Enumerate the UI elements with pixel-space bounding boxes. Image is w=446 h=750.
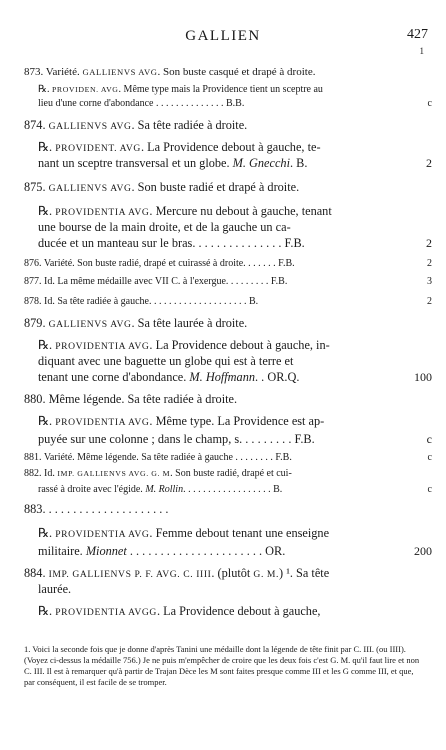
text-segment: ℞. [38,204,56,218]
text-segment: 879. [24,316,49,330]
entry-line [38,354,293,369]
text-segment: 873. Variété. [24,66,83,78]
text-segment: ℞. [38,604,56,618]
rarity-value: c [426,432,432,446]
text-segment: ℞. [38,526,56,540]
legend-text: GALLIENVS AVG [48,319,132,330]
rarity-value: 3 [427,276,432,287]
text-segment: militaire. [38,544,86,558]
text-segment: ) ¹. Sa tête [279,566,330,580]
entry-line [24,66,315,78]
text-segment: tenant une corne d'abondance. [38,370,190,384]
entry-line [38,432,315,447]
legend-text: PROVIDEN. AVG [51,85,119,94]
text-segment: ducée et un manteau sur le bras. . . . . . . . . . . . . . . F.B. [38,236,305,250]
text-segment: diquant avec une baguette un globe qui est à terre et [38,354,294,368]
entry-line [38,370,299,385]
legend-text: PROVIDENTIA AVGG [55,607,157,618]
text-segment: . Sa tête radiée à droite. [131,118,248,132]
text-segment: . Mercure nu debout à gauche, tenant [149,204,332,218]
entry-line [38,544,285,559]
text-segment: . Son buste radié et drapé à droite. [131,180,300,194]
legend-text: G. M. [253,569,280,580]
text-segment: une bourse de la main droite, et de la gauche un ca- [38,220,291,234]
text-segment: . Sa tête laurée à droite. [131,316,248,330]
entry-line [38,582,71,597]
legend-text: PROVIDENTIA AVG [55,207,150,218]
text-segment: . Son buste casqué et drapé à droite. [157,66,316,78]
text-segment: rassé à droite avec l'égide. [38,484,146,495]
collection-name: Mionnet [85,544,127,558]
entry-line [24,316,247,331]
text-segment: . . . . . . . . . . . . . . . . . . B. [183,484,283,495]
text-segment: 874. [24,118,49,132]
text-segment: puyée sur une colonne ; dans le champ, s. . . . . . . . . F.B. [38,432,315,446]
running-title: GALLIEN [185,28,261,44]
legend-text: GALLIENVS AVG [48,183,132,194]
rarity-value: c [427,452,432,463]
rarity-value: 2 [427,258,432,269]
text-segment: 875. [24,180,49,194]
entry-line [38,484,282,495]
entry-line [24,180,299,195]
rarity-value: c [427,484,432,495]
collection-name: M. Rollin [145,484,184,495]
entry-line [38,220,291,235]
entry-line [24,392,237,407]
text-segment: . Même type. La Providence est ap- [149,414,325,428]
text-segment: . La Providence debout à gauche, [156,604,321,618]
entry-line [38,98,244,109]
text-segment: 881. Variété. Même légende. Sa tête radiée à gauche . . . . . . . . F.B. [24,452,292,463]
entry-line [24,502,169,517]
legend-text: PROVIDENTIA AVG [55,341,150,352]
signature-mark: 1 [419,46,424,56]
text-segment: lieu d'une corne d'abondance . . . . . . . . . . . . . . B.B. [38,98,245,109]
text-segment: 876. Variété. Son buste radié, drapé et cuirassé à droite. . . . . . . F.B. [24,258,295,269]
text-segment: 880. Même légende. Sa tête radiée à droite. [24,392,238,406]
legend-text: IMP. GALLIENVS P. F. AVG. C. IIII [48,569,212,580]
entry-line [38,84,323,95]
entry-line [38,414,324,429]
entry-line [38,338,330,353]
entry-line [38,604,321,619]
footnote: 1. Voici la seconde fois que je donne d'après Tanini une médaille dont la légende de tête finit par C. III. (ou IIII). (Voyez ci-dessus la médaille 756.) Je ne puis m'empêcher de croire que les deux fois c'est G. M. qu'il faut lire et non C. III. Il est à remarquer qu'à partir de Trajan Dèce les M sont faites presque comme III et les G comme III, et que, par conséquent, il est facile de se tromper. [24,644,420,687]
page-number: 427 [407,27,428,42]
text-segment: 878. Id. Sa tête radiée à gauche. . . . . . . . . . . . . . . . . . . . B. [24,296,259,307]
entry-line [24,566,329,581]
rarity-value: 2 [426,156,432,170]
collection-name: M. Hoffmann [189,370,256,384]
text-segment: 883. . . . . . . . . . . . . . . . . . . . . [24,502,169,516]
legend-text: PROVIDENT. AVG [55,143,141,154]
rarity-value: 200 [414,544,432,558]
text-segment: ℞. [38,414,56,428]
text-segment: . (plutôt [211,566,254,580]
collection-name: M. Gnecchi [232,156,291,170]
legend-text: GALLIENVS AVG [82,67,158,77]
text-segment: . . . . . . . . . . . . . . . . . . . . . . OR. [126,544,286,558]
text-segment: 882. Id. [24,468,58,479]
entry-line [38,236,305,251]
rarity-value: c [427,98,432,109]
entry-line [24,468,292,479]
legend-text: IMP. GALLIENVS AVG. G. M [57,469,171,478]
text-segment: . Femme debout tenant une enseigne [149,526,330,540]
entry-line [38,526,329,541]
legend-text: GALLIENVS AVG [48,121,132,132]
rarity-value: 2 [427,296,432,307]
text-segment: 884. [24,566,49,580]
entry-line [38,204,332,219]
entry-line [24,296,258,307]
entry-line [38,140,321,155]
entry-line [24,258,295,269]
text-segment: . . OR.Q. [255,370,300,384]
entry-line [24,452,292,463]
entry-line [24,276,287,287]
rarity-value: 100 [414,370,432,384]
text-segment: ℞. [38,338,56,352]
rarity-value: 2 [426,236,432,250]
entry-line [38,156,307,171]
legend-text: PROVIDENTIA AVG [55,529,150,540]
text-segment: ℞. [38,140,56,154]
text-segment: . La Providence debout à gauche, in- [149,338,330,352]
text-segment: nant un sceptre transversal et un globe. [38,156,233,170]
entry-line [24,118,247,133]
legend-text: PROVIDENTIA AVG [55,417,150,428]
text-segment: 877. Id. La même médaille avec VII C. à l'exergue. . . . . . . . . F.B. [24,276,288,287]
text-segment: . B. [290,156,308,170]
text-segment: . Même type mais la Providence tient un sceptre au [118,84,323,95]
text-segment: ℞. [38,84,52,95]
text-segment: . La Providence debout à gauche, te- [140,140,321,154]
text-segment: . Son buste radié, drapé et cui- [170,468,292,479]
text-segment: laurée. [38,582,72,596]
